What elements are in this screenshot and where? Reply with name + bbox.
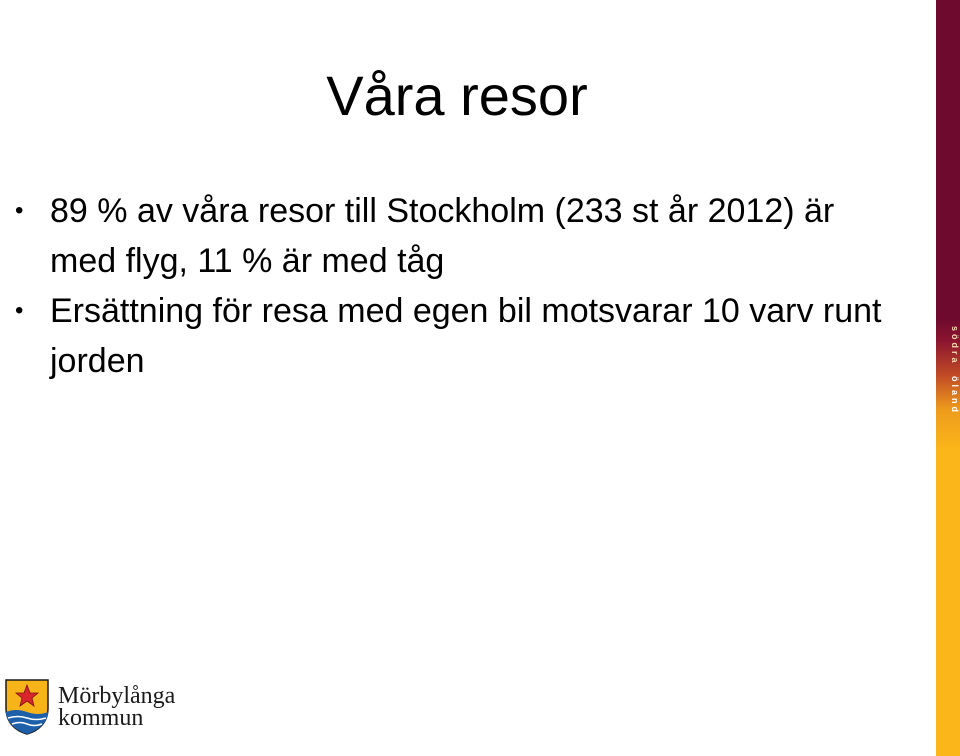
slide-title: Våra resor <box>326 64 588 127</box>
bullet-list <box>10 186 890 386</box>
bullet-item <box>10 286 890 386</box>
bullet-text: Ersättning för resa med egen bil motsvarar 10 varv runt jorden <box>50 292 882 380</box>
side-band-text-sodra: södra <box>950 326 960 366</box>
bullet-item <box>10 186 890 286</box>
municipality-logo <box>4 676 175 738</box>
bullet-dot-icon: • <box>15 197 24 224</box>
bullet-text: 89 % av våra resor till Stockholm (233 st år 2012) är med flyg, 11 % är med tåg <box>50 192 835 280</box>
logo-wordmark <box>58 685 175 729</box>
side-band-text-oland: öland <box>950 376 960 415</box>
logo-line-1: Mörbylånga <box>58 683 176 709</box>
logo-line-2: kommun <box>58 705 144 731</box>
bullet-dot-icon: • <box>15 297 24 324</box>
coat-of-arms-icon <box>4 678 50 736</box>
